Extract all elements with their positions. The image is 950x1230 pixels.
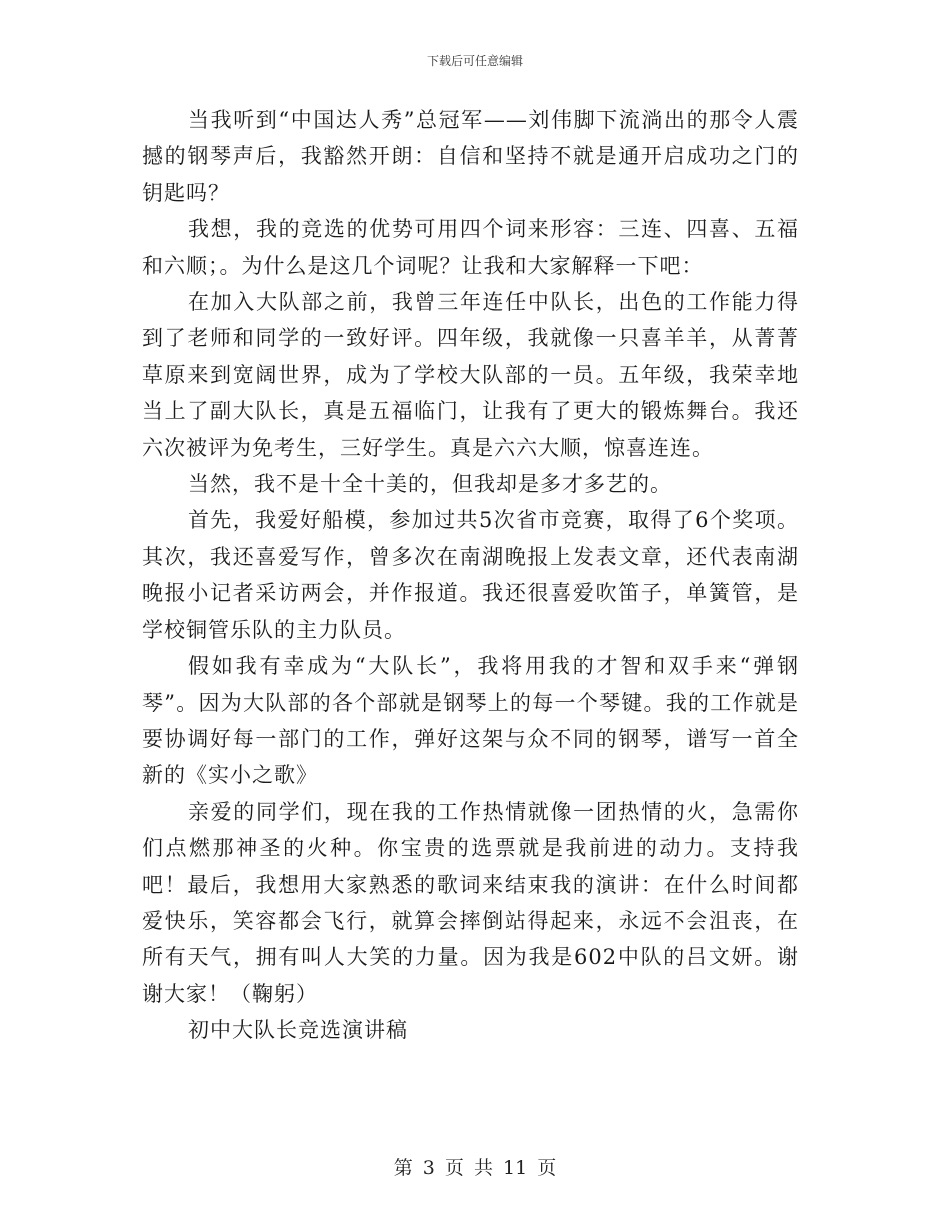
paragraph-5: 首先，我爱好船模，参加过共5次省市竞赛，取得了6个奖项。其次，我还喜爱写作，曾多次在南湖晚报上发表文章，还代表南湖晚报小记者采访两会，并作报道。我还很喜爱吹笛子，单簧管，是学校铜管乐队的主力队员。 (142, 508, 799, 642)
document-body (142, 102, 799, 1070)
page-header: 下载后可任意编辑 (426, 54, 523, 68)
paragraph-1: 当我听到“中国达人秀”总冠军——刘伟脚下流淌出的那令人震撼的钢琴声后，我豁然开朗：自信和坚持不就是通开启成功之门的钥匙吗？ (142, 108, 799, 205)
next-section-title: 初中大队长竞选演讲稿 (188, 1018, 408, 1043)
paragraph-7: 亲爱的同学们，现在我的工作热情就像一团热情的火，急需你们点燃那神圣的火种。你宝贵的选票就是我前进的动力。支持我吧！最后，我想用大家熟悉的歌词来结束我的演讲：在什么时间都爱快乐，笑容都会飞行，就算会摔倒站得起来，永远不会沮丧，在所有天气，拥有叫人大笑的力量。因为我是602中队的吕文妍。谢谢大家！（鞠躬） (142, 799, 799, 1006)
paragraph-2: 我想，我的竞选的优势可用四个词来形容：三连、四喜、五福和六顺；。为什么是这几个词呢？让我和大家解释一下吧： (142, 217, 799, 278)
page-number-footer: 第 3 页 共 11 页 (393, 1157, 557, 1179)
paragraph-6: 假如我有幸成为“大队长”，我将用我的才智和双手来“弹钢琴”。因为大队部的各个部就是钢琴上的每一个琴键。我的工作就是要协调好每一部门的工作，弹好这架与众不同的钢琴，谱写一首全新的《实小之歌》 (142, 654, 799, 788)
paragraph-4: 当然，我不是十全十美的，但我却是多才多艺的。 (188, 472, 672, 497)
paragraph-3: 在加入大队部之前，我曾三年连任中队长，出色的工作能力得到了老师和同学的一致好评。四年级，我就像一只喜羊羊，从菁菁草原来到宽阔世界，成为了学校大队部的一员。五年级，我荣幸地当上了副大队长，真是五福临门，让我有了更大的锻炼舞台。我还六次被评为免考生，三好学生。真是六六大顺，惊喜连连。 (142, 290, 799, 460)
